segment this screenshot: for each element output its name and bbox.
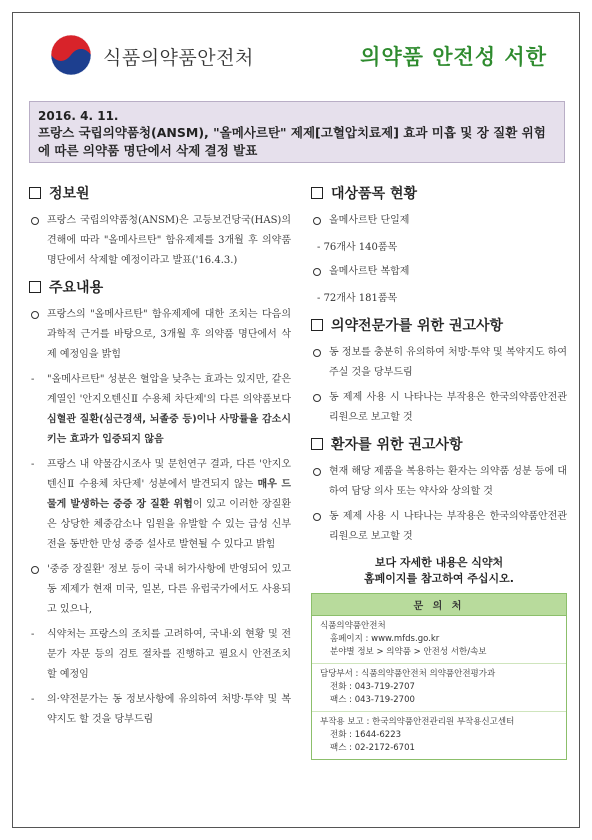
section-main-content: [29, 277, 291, 730]
contact-block-department: 담당부서 : 식품의약품안전처 의약품안전평가과 전화 : 043-719-2707 팩스 : 043-719-2700: [312, 664, 566, 712]
section-heading: 정보원: [29, 183, 291, 203]
left-column: [29, 183, 291, 736]
title-date: 2016. 4. 11.: [38, 109, 119, 123]
sub-list-item: - 의·약전문가는 동 정보사항에 유의하여 처방·투약 및 복약지도 할 것을 당부드림: [31, 694, 291, 725]
contact-block-website: 식품의약품안전처 홈페이지 : www.mfds.go.kr 분야별 정보 > 의약품 > 안전성 서한/속보: [312, 616, 566, 664]
sub-list-item: - 식약처는 프랑스의 조치를 고려하여, 국내·외 현황 및 전문가 자문 등의 검토 절차를 진행하고 필요시 안전조치할 예정임: [31, 629, 291, 680]
contact-heading: 문 의 처: [312, 594, 566, 616]
section-heading: 환자를 위한 권고사항: [311, 434, 567, 454]
section-expert-recommendations: [311, 315, 567, 428]
circle-bullet-icon: [313, 268, 321, 276]
checkbox-square-icon: [311, 187, 323, 199]
section-patient-recommendations: [311, 434, 567, 547]
circle-bullet-icon: [313, 394, 321, 402]
website-link[interactable]: 홈페이지 : www.mfds.go.kr: [330, 634, 440, 644]
more-info-note: 보다 자세한 내용은 식약처 홈페이지를 참고하여 주십시오.: [364, 556, 514, 585]
circle-bullet-icon: [31, 311, 39, 319]
org-name: 식품의약품안전처: [103, 47, 254, 69]
section-heading: 의약전문가를 위한 권고사항: [311, 315, 567, 335]
section-heading: 대상품목 현황: [311, 183, 567, 203]
checkbox-square-icon: [311, 319, 323, 331]
section-heading: 주요내용: [29, 277, 291, 297]
checkbox-square-icon: [29, 281, 41, 293]
document-type: 의약품 안전성 서한: [360, 45, 547, 69]
circle-bullet-icon: [313, 468, 321, 476]
circle-bullet-icon: [313, 513, 321, 521]
checkbox-square-icon: [29, 187, 41, 199]
government-logo-icon: [49, 33, 93, 77]
sub-list-item: - 프랑스 내 약물감시조사 및 문헌연구 결과, 다른 '안지오텐신Ⅱ 수용체 차단제' 성분에서 발견되지 않는 매우 드물게 발생하는 중증 장 질환 위험이 있고 이러한 장질환은 상당한 체중감소나 입원을 유발할 수 있는 급성 신부전을 동반한 만성 중증 설사로 발현될 수 있다고 밝힘: [31, 459, 291, 550]
list-item: 현재 해당 제품을 복용하는 환자는 의약품 성분 등에 대하여 담당 의사 또는 약사와 상의할 것: [311, 462, 567, 502]
list-item: '중증 장질환' 정보 등이 국내 허가사항에 반영되어 있고 동 제제가 현재 미국, 일본, 다른 유럽국가에서도 사용되고 있으나,: [29, 560, 291, 620]
contact-block-adverse-report: 부작용 보고 : 한국의약품안전관리원 부작용신고센터 전화 : 1644-6223 팩스 : 02-2172-6701: [320, 717, 515, 753]
list-item: 동 정보를 충분히 유의하여 처방·투약 및 복약지도 하여 주실 것을 당부드림: [311, 343, 567, 383]
contact-box: [311, 593, 567, 760]
title-text: 프랑스 국립의약품청(ANSM), "올메사르탄" 제제[고혈압치료제] 효과 미흡 및 장 질환 위험에 따른 의약품 명단에서 삭제 결정 발표: [38, 125, 546, 158]
list-item: 동 제제 사용 시 나타나는 부작용은 한국의약품안전관리원으로 보고할 것: [311, 388, 567, 428]
circle-bullet-icon: [31, 566, 39, 574]
list-item: 동 제제 사용 시 나타나는 부작용은 한국의약품안전관리원으로 보고할 것: [311, 507, 567, 547]
sub-item: - 72개사 181품목: [317, 293, 398, 304]
circle-bullet-icon: [313, 217, 321, 225]
title-box: [29, 101, 565, 163]
right-column: [311, 183, 567, 760]
header: [13, 13, 579, 93]
section-info-source: [29, 183, 291, 271]
document-page: [12, 12, 580, 828]
sub-list-item: - "올메사르탄" 성분은 혈압을 낮추는 효과는 있지만, 같은 계열인 '안지오텐신Ⅱ 수용체 차단제'의 다른 의약품보다 심혈관 질환(심근경색, 뇌졸중 등)이나 사망률을 감소시키는 효과가 입증되지 않음: [31, 374, 291, 445]
list-item: 프랑스 국립의약품청(ANSM)은 고등보건당국(HAS)의 견해에 따라 "올메사르탄" 함유제제를 3개월 후 의약품 명단에서 삭제할 예정이라고 발표('16.4.3.): [29, 211, 291, 271]
section-target-products: [311, 183, 567, 309]
circle-bullet-icon: [31, 217, 39, 225]
list-item: 올메사르탄 단일제: [311, 211, 567, 233]
list-item: 올메사르탄 복합제: [311, 262, 567, 284]
sub-item: - 76개사 140품목: [317, 242, 398, 253]
checkbox-square-icon: [311, 438, 323, 450]
list-item: 프랑스의 "올메사르탄" 함유제제에 대한 조치는 다음의 과학적 근거를 바탕으로, 3개월 후 의약품 명단에서 삭제 예정임을 밝힘: [29, 305, 291, 365]
circle-bullet-icon: [313, 349, 321, 357]
